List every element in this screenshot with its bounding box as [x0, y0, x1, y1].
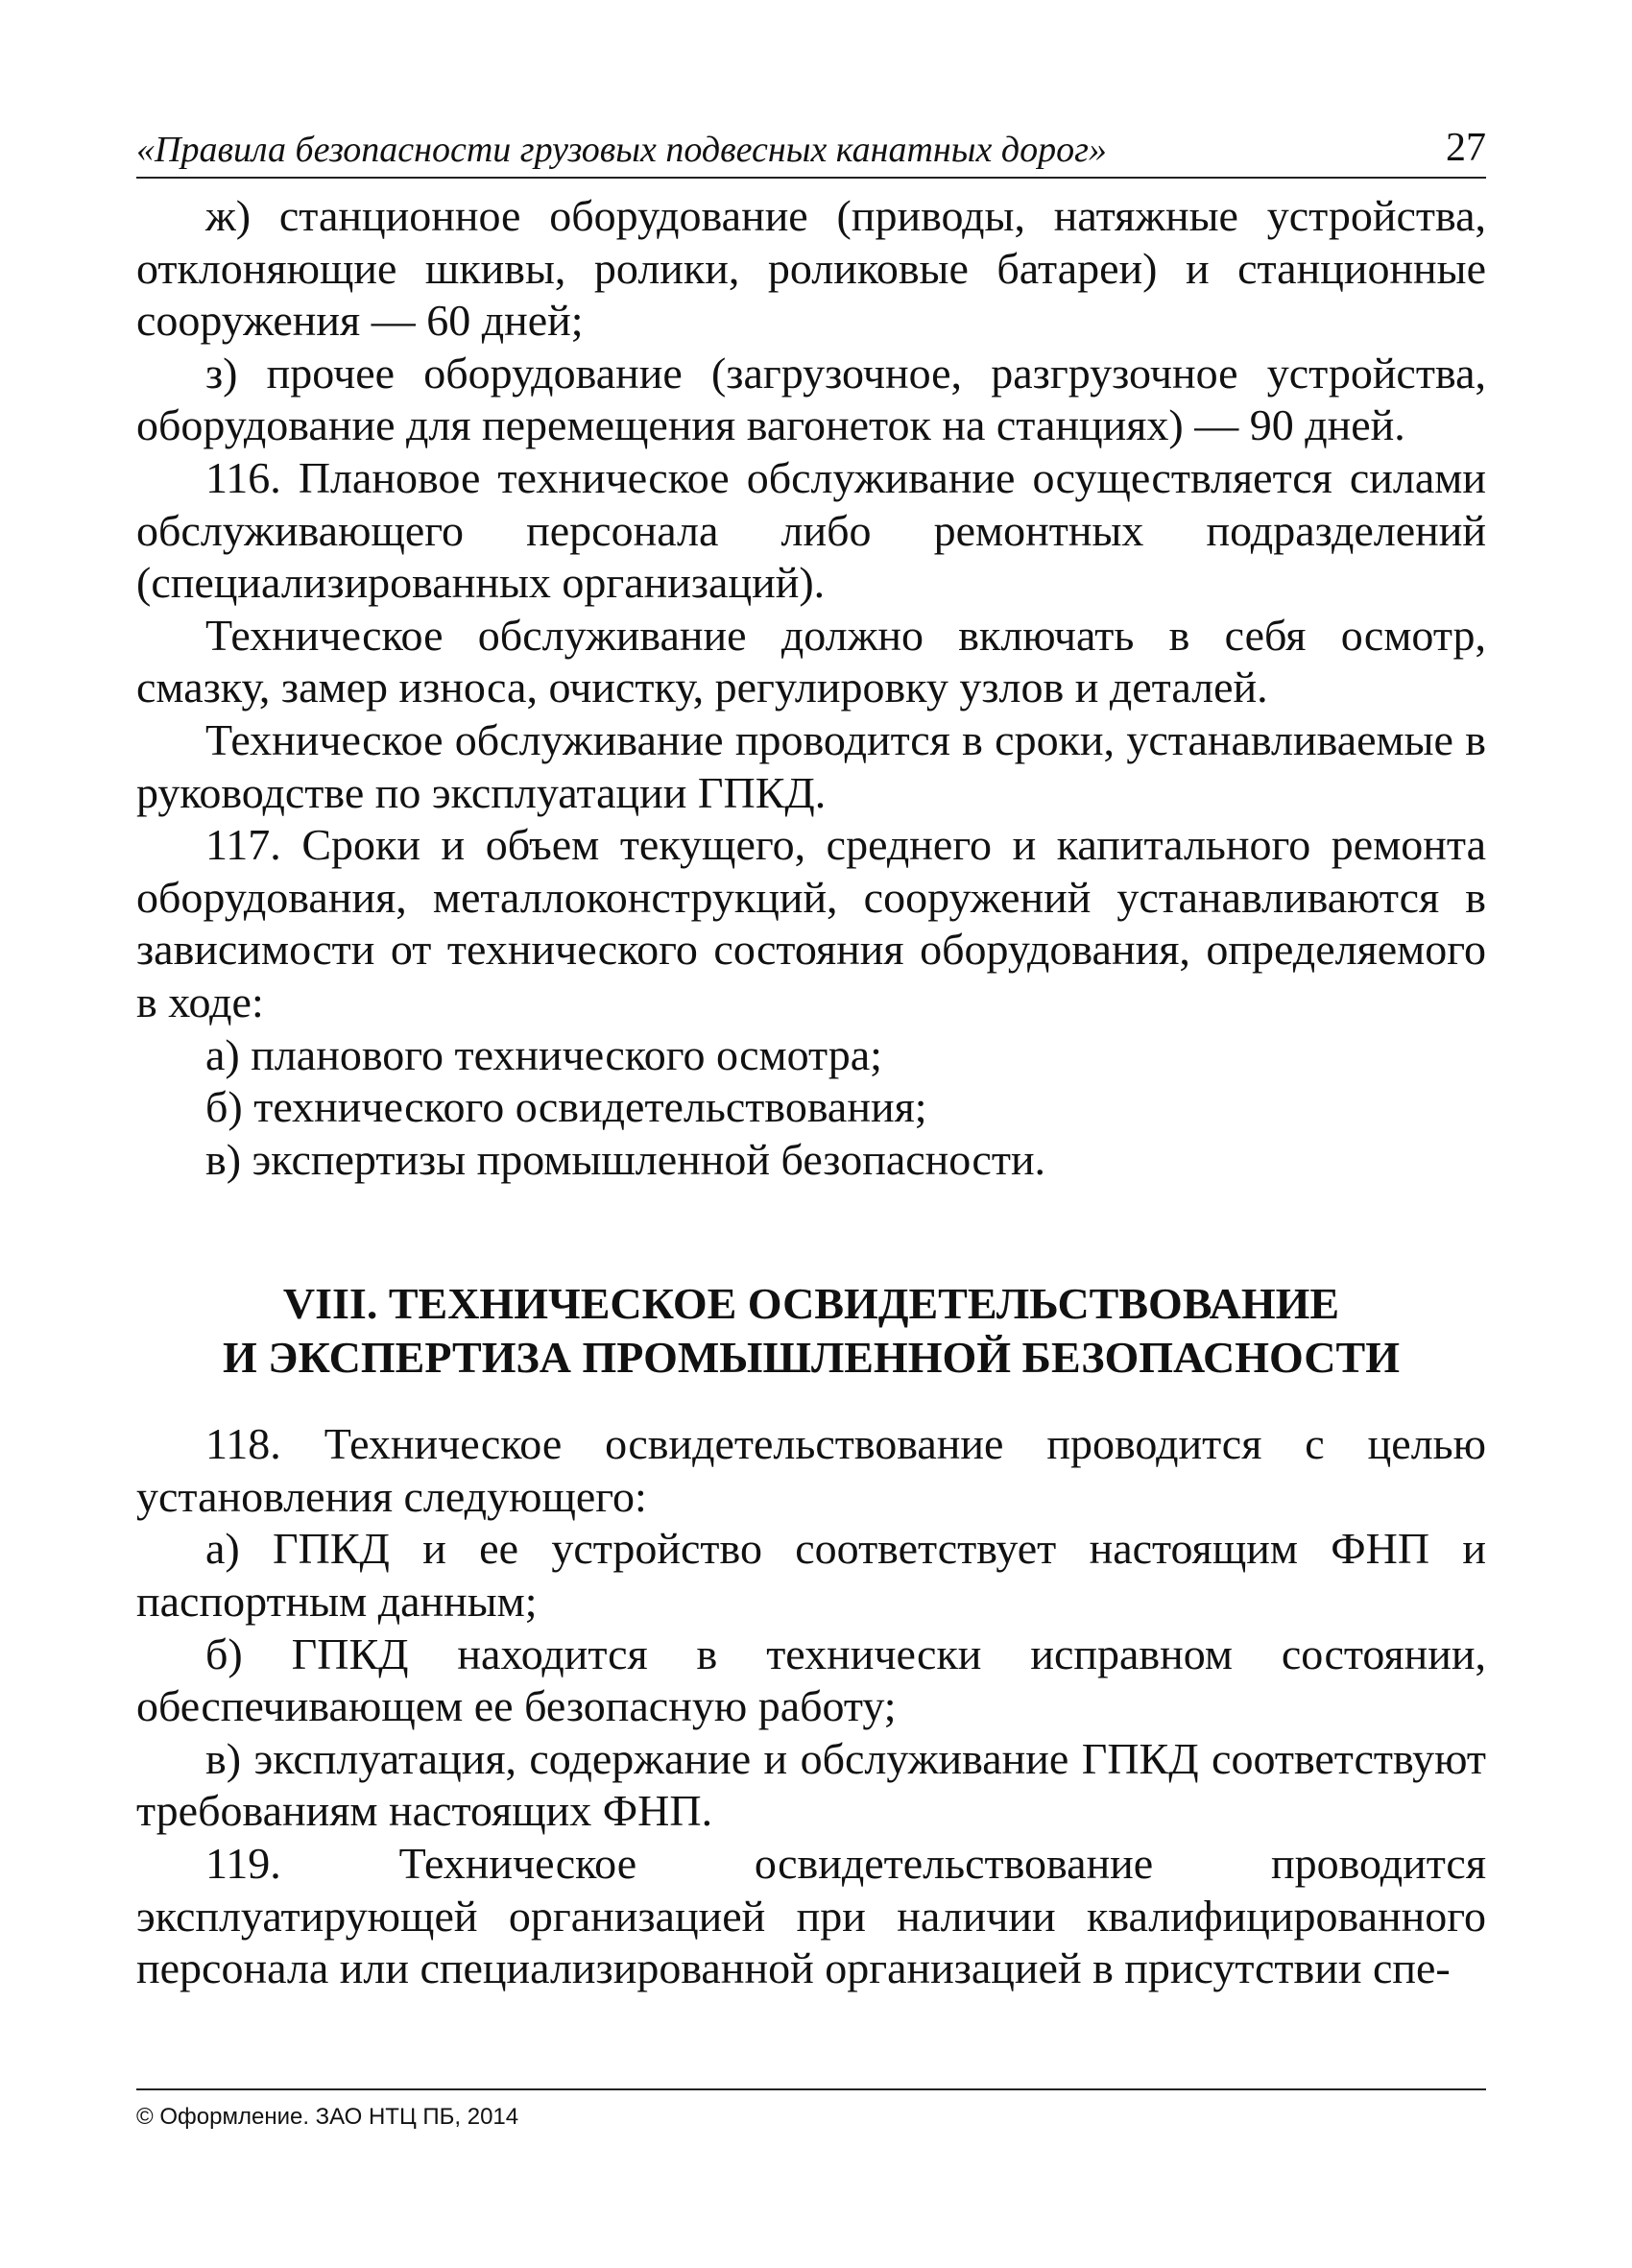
paragraph: 117. Сроки и объем текущего, среднего и капитального ремонта оборудования, металлоконструкций, сооружений устанавливаются в зависимости от технического состояния оборудования, определяемого в ходе:	[136, 820, 1486, 1026]
section-heading-line: VIII. ТЕХНИЧЕСКОЕ ОСВИДЕТЕЛЬСТВОВАНИЕ	[282, 1279, 1340, 1329]
paragraph: з) прочее оборудование (загрузочное, разгрузочное устройства, оборудование для перемещения вагонеток на станциях) — 90 дней.	[136, 348, 1486, 450]
page-footer	[136, 2088, 1486, 2131]
paragraph: Техническое обслуживание должно включать в себя осмотр, смазку, замер износа, очистку, регулировку узлов и деталей.	[136, 610, 1486, 712]
copyright-notice: © Оформление. ЗАО НТЦ ПБ, 2014	[136, 2104, 519, 2130]
paragraph: а) ГПКД и ее устройство соответствует настоящим ФНП и паспортным данным;	[136, 1524, 1486, 1627]
running-header-title: «Правила безопасности грузовых подвесных канатных дорог»	[136, 130, 1107, 170]
paragraph: ж) станционное оборудование (приводы, натяжные устройства, отклоняющие шкивы, ролики, роликовые батареи) и станционные сооружения — 60 дней;	[136, 191, 1486, 346]
paragraph: а) планового технического осмотра;	[205, 1029, 882, 1079]
paragraph: 116. Плановое техническое обслуживание осуществляется силами обслуживающего персонала либо ремонтных подразделений (специализированных организаций).	[136, 452, 1486, 608]
paragraph: б) технического освидетельствования;	[205, 1082, 927, 1132]
page-number: 27	[1446, 126, 1486, 170]
paragraph: 119. Техническое освидетельствование проводится эксплуатирующей организацией при наличии квалифицированного персонала или специализированной организацией в присутствии спе-	[136, 1839, 1486, 1993]
paragraph: в) экспертизы промышленной безопасности.	[205, 1134, 1046, 1184]
document-page	[136, 115, 1486, 1995]
section-heading-line: И ЭКСПЕРТИЗА ПРОМЫШЛЕННОЙ БЕЗОПАСНОСТИ	[222, 1333, 1400, 1383]
running-header	[136, 115, 1486, 179]
paragraph: 118. Техническое освидетельствование проводится с целью установления следующего:	[136, 1419, 1486, 1521]
paragraph: Техническое обслуживание проводится в сроки, устанавливаемые в руководстве по эксплуатации ГПКД.	[136, 714, 1486, 817]
body-text	[136, 190, 1486, 1995]
paragraph: б) ГПКД находится в технически исправном состоянии, обеспечивающем ее безопасную работу;	[136, 1629, 1486, 1731]
section-heading	[136, 1277, 1486, 1385]
paragraph: в) эксплуатация, содержание и обслуживание ГПКД соответствуют требованиям настоящих ФНП.	[136, 1733, 1486, 1836]
